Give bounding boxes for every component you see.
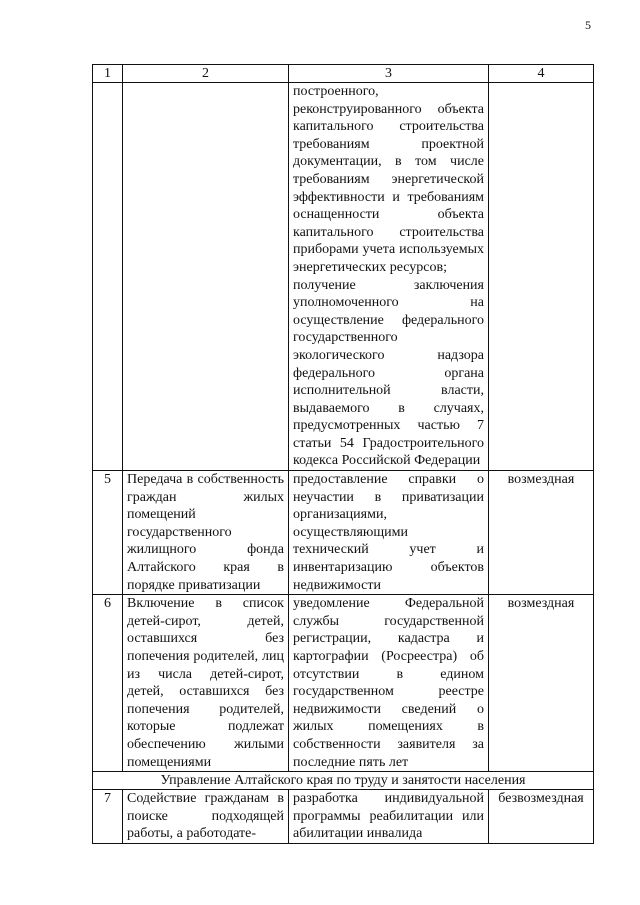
required-documents [289, 471, 489, 595]
section-row [93, 772, 594, 790]
payment-type: возмездная [489, 595, 594, 772]
service-name: Передача в собственность граждан жилых помещений государственного жилищного фонда Алтайского края в порядке приватизации [123, 471, 289, 595]
header-col-3: 3 [289, 65, 489, 83]
row-number: 6 [93, 595, 123, 772]
payment-type [489, 83, 594, 471]
table-row [93, 83, 594, 471]
section-title: Управление Алтайского края по труду и занятости населения [93, 772, 594, 790]
row-number [93, 83, 123, 471]
required-documents [289, 790, 489, 844]
service-name [123, 83, 289, 471]
services-table [92, 64, 594, 844]
table-row [93, 595, 594, 772]
row-number: 7 [93, 790, 123, 844]
service-name: Включение в список детей-сирот, детей, оставшихся без попечения родителей, лиц из числа детей-сирот, детей, оставшихся без попечения родителей, которые подлежат обеспечению жилыми помещениями [123, 595, 289, 772]
document-item: предоставление справки о неучастии в приватизации организациями, осуществляющими технический учет и инвентаризацию объектов недвижимости [293, 472, 484, 593]
service-name: Содействие гражданам в поиске подходящей работы, а работодате- [123, 790, 289, 844]
document-item: уведомление Федеральной службы государственной регистрации, кадастра и картографии (Росреестра) об отсутствии в едином государственном реестре недвижимости сведений о жилых помещениях в собственности заявителя за последние пять лет [293, 596, 484, 770]
header-col-2: 2 [123, 65, 289, 83]
header-col-1: 1 [93, 65, 123, 83]
table-row [93, 790, 594, 844]
table-row [93, 471, 594, 595]
document-item: получение заключения уполномоченного на осуществление федерального государственного экологического надзора федерального органа исполнительной власти, выдаваемого в случаях, предусмотренных частью 7 статьи 54 Градостроительного кодекса Российской Федерации [293, 277, 484, 469]
table-header-row [93, 65, 594, 83]
required-documents [289, 83, 489, 471]
payment-type: возмездная [489, 471, 594, 595]
row-number: 5 [93, 471, 123, 595]
page-number: 5 [585, 18, 591, 32]
header-col-4: 4 [489, 65, 594, 83]
document-item: построенного, реконструированного объекта капитального строительства требованиям проектной документации, в том числе требованиям энергетической эффективности и требованиям оснащенности объекта капитального строительства приборами учета используемых энергетических ресурсов; [293, 84, 484, 275]
document-item: разработка индивидуальной программы реабилитации или абилитации инвалида [293, 791, 484, 842]
payment-type: безвозмездная [489, 790, 594, 844]
required-documents [289, 595, 489, 772]
